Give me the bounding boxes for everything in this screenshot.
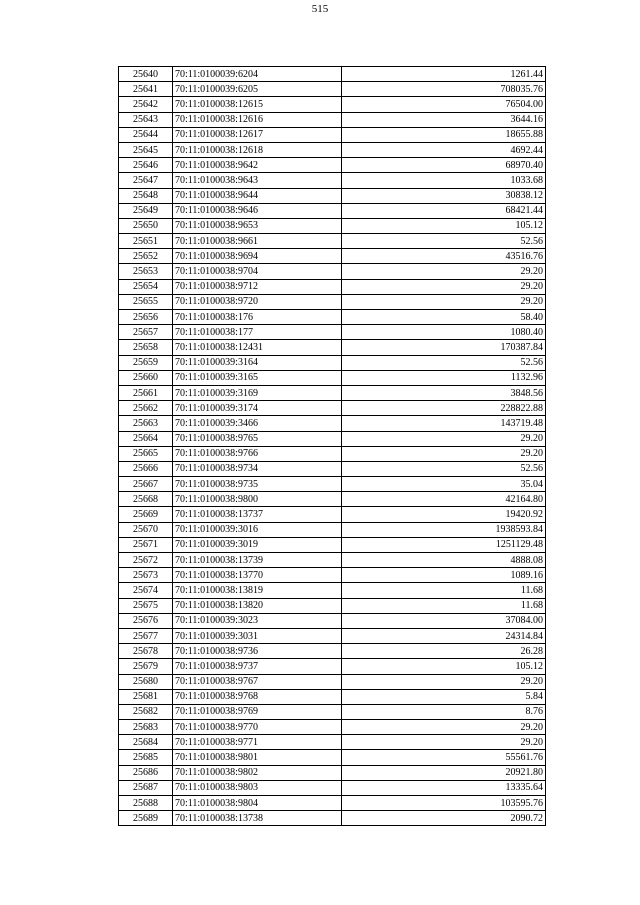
value-cell: 43516.76 — [342, 249, 546, 264]
cadastral-number-cell: 70:11:0100038:13739 — [173, 553, 342, 568]
table-row — [119, 704, 546, 719]
value-cell: 1089.16 — [342, 568, 546, 583]
cadastral-number-cell: 70:11:0100038:9767 — [173, 674, 342, 689]
cadastral-number-cell: 70:11:0100038:13770 — [173, 568, 342, 583]
row-number-cell: 25650 — [119, 218, 173, 233]
table-row — [119, 142, 546, 157]
value-cell: 29.20 — [342, 294, 546, 309]
cadastral-number-cell: 70:11:0100038:9802 — [173, 765, 342, 780]
value-cell: 1938593.84 — [342, 522, 546, 537]
cadastral-number-cell: 70:11:0100038:13738 — [173, 811, 342, 826]
row-number-cell: 25656 — [119, 310, 173, 325]
cadastral-number-cell: 70:11:0100039:6205 — [173, 82, 342, 97]
table-row — [119, 431, 546, 446]
value-cell: 52.56 — [342, 234, 546, 249]
row-number-cell: 25675 — [119, 598, 173, 613]
page-number: 515 — [311, 3, 329, 15]
table-row — [119, 507, 546, 522]
table-row — [119, 218, 546, 233]
row-number-cell: 25682 — [119, 704, 173, 719]
cadastral-number-cell: 70:11:0100038:9694 — [173, 249, 342, 264]
table-row — [119, 553, 546, 568]
value-cell: 18655.88 — [342, 127, 546, 142]
table-row — [119, 659, 546, 674]
value-cell: 29.20 — [342, 446, 546, 461]
table-row — [119, 674, 546, 689]
cadastral-number-cell: 70:11:0100038:12616 — [173, 112, 342, 127]
cadastral-number-cell: 70:11:0100039:3019 — [173, 537, 342, 552]
row-number-cell: 25670 — [119, 522, 173, 537]
row-number-cell: 25649 — [119, 203, 173, 218]
table-row — [119, 82, 546, 97]
row-number-cell: 25667 — [119, 477, 173, 492]
value-cell: 228822.88 — [342, 401, 546, 416]
table-row — [119, 203, 546, 218]
cadastral-number-cell: 70:11:0100039:3169 — [173, 385, 342, 400]
value-cell: 2090.72 — [342, 811, 546, 826]
value-cell: 29.20 — [342, 674, 546, 689]
value-cell: 19420.92 — [342, 507, 546, 522]
value-cell: 143719.48 — [342, 416, 546, 431]
table-row — [119, 279, 546, 294]
cadastral-number-cell: 70:11:0100038:9771 — [173, 735, 342, 750]
table-row — [119, 735, 546, 750]
cadastral-number-cell: 70:11:0100038:9800 — [173, 492, 342, 507]
row-number-cell: 25645 — [119, 142, 173, 157]
table-row — [119, 249, 546, 264]
table-row — [119, 234, 546, 249]
table-row — [119, 173, 546, 188]
value-cell: 103595.76 — [342, 796, 546, 811]
row-number-cell: 25658 — [119, 340, 173, 355]
cadastral-number-cell: 70:11:0100038:9712 — [173, 279, 342, 294]
value-cell: 1033.68 — [342, 173, 546, 188]
cadastral-number-cell: 70:11:0100039:6204 — [173, 67, 342, 82]
value-cell: 26.28 — [342, 644, 546, 659]
row-number-cell: 25644 — [119, 127, 173, 142]
cadastral-number-cell: 70:11:0100038:9661 — [173, 234, 342, 249]
value-cell: 105.12 — [342, 218, 546, 233]
cadastral-number-cell: 70:11:0100039:3466 — [173, 416, 342, 431]
table-row — [119, 492, 546, 507]
table-row — [119, 446, 546, 461]
value-cell: 4888.08 — [342, 553, 546, 568]
cadastral-number-cell: 70:11:0100039:3165 — [173, 370, 342, 385]
cadastral-number-cell: 70:11:0100038:12615 — [173, 97, 342, 112]
row-number-cell: 25669 — [119, 507, 173, 522]
value-cell: 1132.96 — [342, 370, 546, 385]
row-number-cell: 25666 — [119, 461, 173, 476]
table-row — [119, 294, 546, 309]
value-cell: 105.12 — [342, 659, 546, 674]
cadastral-number-cell: 70:11:0100038:13820 — [173, 598, 342, 613]
value-cell: 68970.40 — [342, 158, 546, 173]
table-row — [119, 598, 546, 613]
cadastral-number-cell: 70:11:0100039:3164 — [173, 355, 342, 370]
value-cell: 20921.80 — [342, 765, 546, 780]
table-row — [119, 112, 546, 127]
table-row — [119, 67, 546, 82]
value-cell: 30838.12 — [342, 188, 546, 203]
value-cell: 708035.76 — [342, 82, 546, 97]
row-number-cell: 25661 — [119, 385, 173, 400]
value-cell: 11.68 — [342, 583, 546, 598]
table-row — [119, 537, 546, 552]
cadastral-number-cell: 70:11:0100038:9646 — [173, 203, 342, 218]
table-row — [119, 720, 546, 735]
cadastral-number-cell: 70:11:0100038:9766 — [173, 446, 342, 461]
cadastral-number-cell: 70:11:0100038:9737 — [173, 659, 342, 674]
row-number-cell: 25672 — [119, 553, 173, 568]
cadastral-number-cell: 70:11:0100038:12617 — [173, 127, 342, 142]
table-row — [119, 613, 546, 628]
row-number-cell: 25655 — [119, 294, 173, 309]
table-row — [119, 385, 546, 400]
row-number-cell: 25687 — [119, 780, 173, 795]
cadastral-number-cell: 70:11:0100038:9803 — [173, 780, 342, 795]
cadastral-number-cell: 70:11:0100038:9720 — [173, 294, 342, 309]
row-number-cell: 25671 — [119, 537, 173, 552]
value-cell: 52.56 — [342, 355, 546, 370]
value-cell: 68421.44 — [342, 203, 546, 218]
value-cell: 1251129.48 — [342, 537, 546, 552]
table-row — [119, 310, 546, 325]
value-cell: 8.76 — [342, 704, 546, 719]
cadastral-number-cell: 70:11:0100038:9736 — [173, 644, 342, 659]
row-number-cell: 25685 — [119, 750, 173, 765]
cadastral-number-cell: 70:11:0100038:9770 — [173, 720, 342, 735]
value-cell: 4692.44 — [342, 142, 546, 157]
row-number-cell: 25653 — [119, 264, 173, 279]
value-cell: 1261.44 — [342, 67, 546, 82]
value-cell: 29.20 — [342, 279, 546, 294]
value-cell: 24314.84 — [342, 628, 546, 643]
cadastral-number-cell: 70:11:0100038:9734 — [173, 461, 342, 476]
value-cell: 29.20 — [342, 431, 546, 446]
table-row — [119, 97, 546, 112]
cadastral-number-cell: 70:11:0100038:9804 — [173, 796, 342, 811]
value-cell: 29.20 — [342, 735, 546, 750]
value-cell: 170387.84 — [342, 340, 546, 355]
cadastral-number-cell: 70:11:0100038:12431 — [173, 340, 342, 355]
row-number-cell: 25665 — [119, 446, 173, 461]
row-number-cell: 25647 — [119, 173, 173, 188]
table-row — [119, 325, 546, 340]
cadastral-number-cell: 70:11:0100038:176 — [173, 310, 342, 325]
table-row — [119, 264, 546, 279]
cadastral-number-cell: 70:11:0100038:9735 — [173, 477, 342, 492]
table-row — [119, 780, 546, 795]
value-cell: 55561.76 — [342, 750, 546, 765]
table-row — [119, 188, 546, 203]
row-number-cell: 25657 — [119, 325, 173, 340]
cadastral-number-cell: 70:11:0100038:9644 — [173, 188, 342, 203]
table-row — [119, 689, 546, 704]
value-cell: 35.04 — [342, 477, 546, 492]
table-row — [119, 765, 546, 780]
row-number-cell: 25662 — [119, 401, 173, 416]
row-number-cell: 25664 — [119, 431, 173, 446]
value-cell: 29.20 — [342, 264, 546, 279]
table-row — [119, 522, 546, 537]
cadastral-number-cell: 70:11:0100038:9768 — [173, 689, 342, 704]
table-row — [119, 477, 546, 492]
row-number-cell: 25686 — [119, 765, 173, 780]
table-row — [119, 583, 546, 598]
value-cell: 3848.56 — [342, 385, 546, 400]
table-body — [119, 67, 546, 826]
row-number-cell: 25668 — [119, 492, 173, 507]
table-row — [119, 811, 546, 826]
row-number-cell: 25677 — [119, 628, 173, 643]
table-row — [119, 750, 546, 765]
table-row — [119, 628, 546, 643]
row-number-cell: 25652 — [119, 249, 173, 264]
table-row — [119, 796, 546, 811]
row-number-cell: 25683 — [119, 720, 173, 735]
row-number-cell: 25651 — [119, 234, 173, 249]
cadastral-number-cell: 70:11:0100038:9704 — [173, 264, 342, 279]
row-number-cell: 25684 — [119, 735, 173, 750]
cadastral-value-table — [118, 66, 546, 826]
table-row — [119, 401, 546, 416]
value-cell: 11.68 — [342, 598, 546, 613]
value-cell: 5.84 — [342, 689, 546, 704]
cadastral-number-cell: 70:11:0100038:9642 — [173, 158, 342, 173]
cadastral-number-cell: 70:11:0100039:3016 — [173, 522, 342, 537]
value-cell: 3644.16 — [342, 112, 546, 127]
row-number-cell: 25679 — [119, 659, 173, 674]
row-number-cell: 25673 — [119, 568, 173, 583]
cadastral-number-cell: 70:11:0100038:9801 — [173, 750, 342, 765]
value-cell: 52.56 — [342, 461, 546, 476]
row-number-cell: 25663 — [119, 416, 173, 431]
row-number-cell: 25676 — [119, 613, 173, 628]
row-number-cell: 25688 — [119, 796, 173, 811]
cadastral-number-cell: 70:11:0100039:3031 — [173, 628, 342, 643]
row-number-cell: 25674 — [119, 583, 173, 598]
value-cell: 1080.40 — [342, 325, 546, 340]
cadastral-number-cell: 70:11:0100038:13819 — [173, 583, 342, 598]
table-row — [119, 568, 546, 583]
table-row — [119, 340, 546, 355]
row-number-cell: 25660 — [119, 370, 173, 385]
row-number-cell: 25659 — [119, 355, 173, 370]
row-number-cell: 25654 — [119, 279, 173, 294]
table-row — [119, 461, 546, 476]
value-cell: 42164.80 — [342, 492, 546, 507]
cadastral-number-cell: 70:11:0100038:12618 — [173, 142, 342, 157]
cadastral-number-cell: 70:11:0100038:9653 — [173, 218, 342, 233]
row-number-cell: 25681 — [119, 689, 173, 704]
value-cell: 37084.00 — [342, 613, 546, 628]
row-number-cell: 25646 — [119, 158, 173, 173]
cadastral-number-cell: 70:11:0100038:9643 — [173, 173, 342, 188]
cadastral-number-cell: 70:11:0100039:3174 — [173, 401, 342, 416]
table-row — [119, 644, 546, 659]
table-row — [119, 127, 546, 142]
value-cell: 29.20 — [342, 720, 546, 735]
cadastral-number-cell: 70:11:0100038:13737 — [173, 507, 342, 522]
row-number-cell: 25643 — [119, 112, 173, 127]
table-row — [119, 370, 546, 385]
table-row — [119, 355, 546, 370]
row-number-cell: 25648 — [119, 188, 173, 203]
cadastral-number-cell: 70:11:0100038:9765 — [173, 431, 342, 446]
cadastral-number-cell: 70:11:0100038:177 — [173, 325, 342, 340]
table-row — [119, 158, 546, 173]
row-number-cell: 25678 — [119, 644, 173, 659]
value-cell: 58.40 — [342, 310, 546, 325]
row-number-cell: 25689 — [119, 811, 173, 826]
row-number-cell: 25642 — [119, 97, 173, 112]
row-number-cell: 25640 — [119, 67, 173, 82]
cadastral-number-cell: 70:11:0100038:9769 — [173, 704, 342, 719]
cadastral-number-cell: 70:11:0100039:3023 — [173, 613, 342, 628]
value-cell: 13335.64 — [342, 780, 546, 795]
row-number-cell: 25680 — [119, 674, 173, 689]
table-row — [119, 416, 546, 431]
value-cell: 76504.00 — [342, 97, 546, 112]
row-number-cell: 25641 — [119, 82, 173, 97]
